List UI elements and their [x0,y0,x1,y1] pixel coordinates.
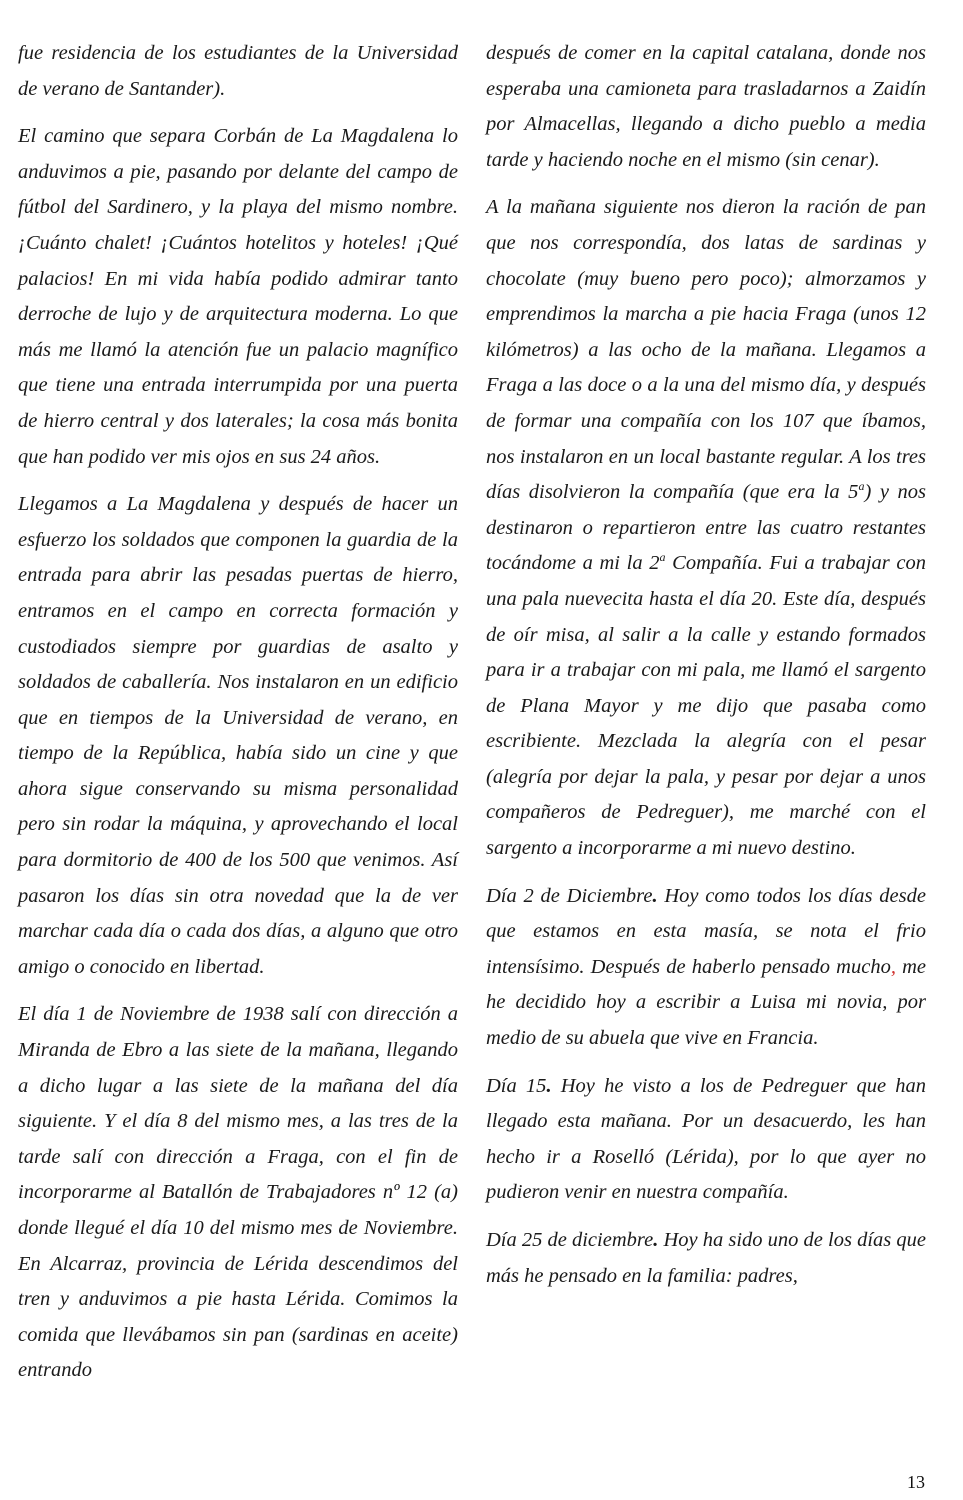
text-run: Hoy como todos los días desde que estamos en esta masía, se nota el frio intensísimo. Después de haberlo pensado mucho [486,884,926,978]
entry-date-dot: . [653,1229,659,1251]
text-run: me he decidido hoy a escribir a Luisa mi novia, por medio de su abuela que vive en Francia. [486,955,927,1050]
text-run: Compañía. Fui a trabajar con una pala nuevecita hasta el día 20. Este día, después de oír misa, al salir a la calle y estando formados para ir a trabajar con mi pala, me llamó el sargento de Plana Mayor y me dijo que pasaba como escribiente. Mezclada la alegría con el pesar (alegría por dejar la pala, y pesar por dejar a unos compañeros de Pedreguer), me marché con el sargento a incorporarme a mi nuevo destino. [486,552,926,860]
diary-entry [486,1223,926,1294]
entry-date-dot: . [652,884,658,907]
text-run: A la mañana siguiente nos dieron la ración de pan que nos correspondía, dos latas de sardinas y chocolate (muy bueno pero poco); almorzamos y emprendimos la marcha a pie hacia Fraga (unos 12 kilómetros) a las ocho de la mañana. Llegamos a Fraga a las doce o a la una del mismo día, y después de formar una compañía con los 107 que íbamos, nos instalaron en un local bastante regular. A los tres días disolvieron la compañía (que era la 5 [486,196,926,504]
left-column [18,36,458,1401]
entry-date: Día 15 [486,1074,547,1097]
paragraph: El día 1 de Noviembre de 1938 salí con dirección a Miranda de Ebro a las siete de la mañana, llegando a dicho lugar a las siete de la mañana del día siguiente. Y el día 8 del mismo mes, a las tres de la tarde salí con dirección a Fraga, con el fin de incorporarme al Batallón de Trabajadores nº 12 (a) donde llegué el día 10 del mismo mes de Noviembre. En Alcarraz, provincia de Lérida descendimos del tren y anduvimos a pie hasta Lérida. Comimos la comida que llevábamos sin pan (sardinas en aceite) entrando [18,1003,458,1382]
page-number: 13 [907,1472,925,1492]
diary-entry [486,1069,926,1211]
text-run: Hoy he visto a los de Pedreguer que han llegado esta mañana. Por un desacuerdo, les han hecho ir a Roselló (Lérida), por lo que ayer no pudieron venir en nuestra compañía. [486,1074,927,1204]
right-column [486,36,926,1306]
text-run: ) y nos destinaron o repartieron entre las cuatro restantes tocándome a mi la 2 [486,481,926,575]
diary-entry [486,879,926,1057]
entry-date-dot: . [546,1074,552,1097]
entry-date: Día 2 de Diciembre [486,884,653,907]
paragraph: después de comer en la capital catalana, donde nos esperaba una camioneta para trasladarnos a Zaidín por Almacellas, llegando a dicho pueblo a media tarde y haciendo noche en el mismo (sin cenar). [486,42,926,171]
paragraph: fue residencia de los estudiantes de la Universidad de verano de Santander). [18,42,458,100]
paragraph: Llegamos a La Magdalena y después de hacer un esfuerzo los soldados que componen la guardia de la entrada para abrir las pesadas puertas de hierro, entramos en el campo en correcta formación y custodiados siempre por guardias de asalto y soldados de caballería. Nos instalaron en un edificio que en tiempos de la Universidad de verano, en tiempo de la República, había sido un cine y que ahora sigue conservando su misma personalidad pero sin rodar la máquina, y aprovechando el local para dormitorio de 400 de los 500 que venimos. Así pasaron los días sin otra novedad que la de ver marchar cada día o cada dos días, a alguno que otro amigo o conocido en libertad. [18,493,458,978]
entry-date: Día 25 de diciembre [486,1229,654,1251]
text-run: Hoy ha sido uno de los días que más he pensado en la familia: padres, [486,1229,926,1287]
superscript: a [858,479,865,494]
paragraph: El camino que separa Corbán de La Magdalena lo anduvimos a pie, pasando por delante del campo de fútbol del Sardinero, y la playa del mismo nombre. ¡Cuánto chalet! ¡Cuántos hotelitos y hoteles! ¡Qué palacios! En mi vida había podido admirar tanto derroche de lujo y de arquitectura moderna. Lo que más me llamó la atención fue un palacio magnífico que tiene una entrada interrumpida por una puerta de hierro central y dos laterales; la cosa más bonita que han podido ver mis ojos en sus 24 años. [18,125,458,468]
paragraph [486,190,926,866]
highlighted-comma: , [890,955,896,978]
superscript: a [659,550,666,565]
